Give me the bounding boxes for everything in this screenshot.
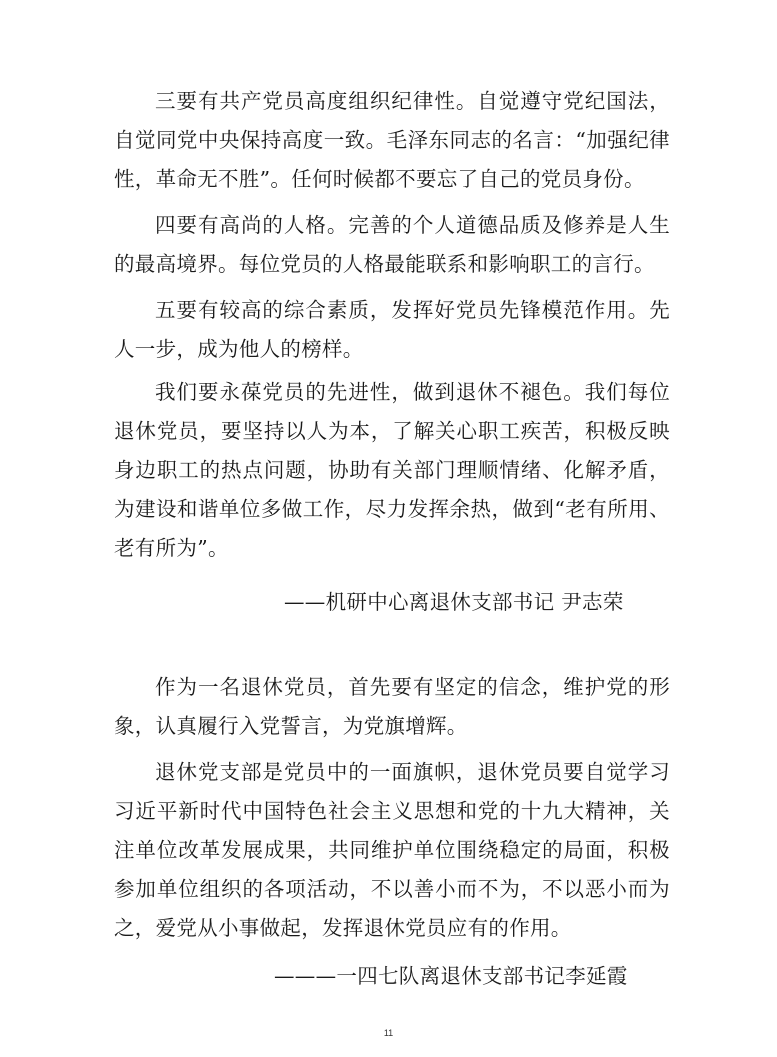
paragraph-quality: 五要有较高的综合素质，发挥好党员先锋模范作用。先人一步，成为他人的榜样。 [114,298,670,361]
paragraph-party-branch: 退休党支部是党员中的一面旗帜，退休党员要自觉学习习近平新时代中国特色社会主义思想和党的十九大精神，关注单位改革发展成果，共同维护单位围绕稳定的局面，积极参加单位组织的各项活动，不以善小而不为，不以恶小而为之，爱党从小事做起，发挥退休党员应有的作用。 [114,760,670,940]
paragraph-discipline: 三要有共产党员高度组织纪律性。自觉遵守党纪国法，自觉同党中央保持高度一致。毛泽东同志的名言：“加强纪律性，革命无不胜”。任何时候都不要忘了自己的党员身份。 [114,89,670,191]
paragraph-advancement: 我们要永葆党员的先进性，做到退休不褪色。我们每位退休党员，要坚持以人为本，了解关心职工疾苦，积极反映身边职工的热点问题，协助有关部门理顺情绪、化解矛盾，为建设和谐单位多做工作，尽力发挥余热，做到“老有所用、老有所为”。 [114,380,670,560]
signature-li-yanxia: ———一四七队离退休支部书记李延霞 [274,964,628,988]
page-number: 11 [383,1028,394,1038]
signature-yin-zhirong: ——机研中心离退休支部书记 尹志荣 [284,590,624,614]
paragraph-character: 四要有高尚的人格。完善的个人道德品质及修养是人生的最高境界。每位党员的人格最能联系和影响职工的言行。 [114,213,670,276]
paragraph-belief: 作为一名退休党员，首先要有坚定的信念，维护党的形象，认真履行入党誓言，为党旗增辉。 [114,675,670,738]
